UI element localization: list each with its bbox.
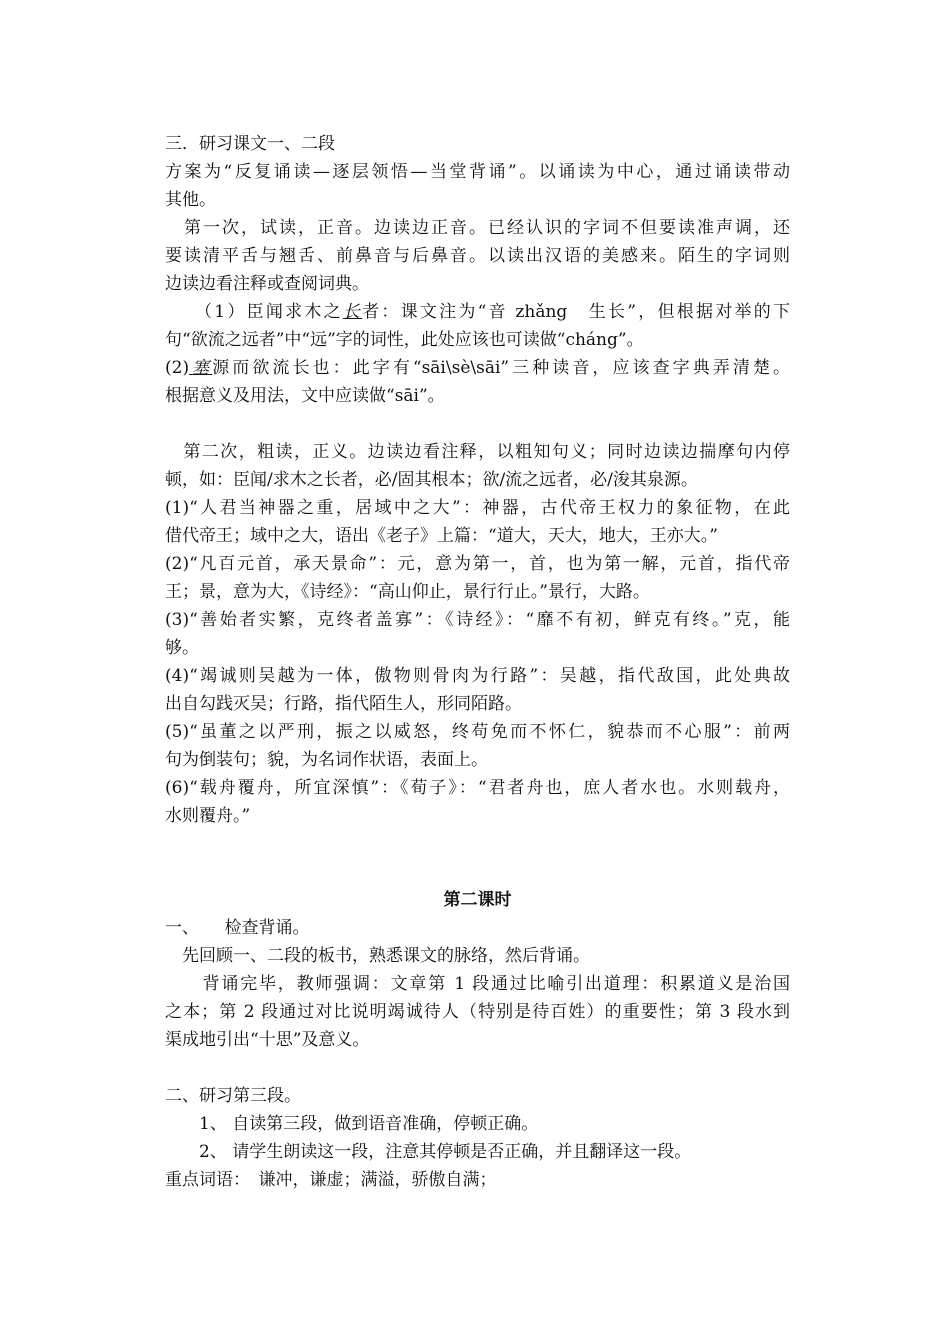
annotation-item-2-cont: 王；景，意为大，《诗经》：“高山仰止，景行行止。”景行，大路。	[165, 582, 650, 602]
spacer	[165, 410, 790, 438]
document-page	[165, 130, 790, 1194]
part2-heading: 二、研习第三段。	[165, 1086, 301, 1106]
first-reading-line: 要读清平舌与翘舌、前鼻音与后鼻音。以读出汉语的美感来。陌生的字词则	[165, 246, 790, 266]
annotation-item-4: (4)“竭诚则吴越为一体，傲物则骨肉为行路”：吴越，指代敌国，此处典故	[165, 666, 790, 686]
lesson-title: 第二课时	[443, 890, 512, 910]
pronunciation-note-2-cont: 根据意义及用法，文中应读做“sāi”。	[165, 386, 445, 406]
annotation-item-1: (1)“人君当神器之重，居域中之大”：神器，古代帝王权力的象征物，在此	[165, 498, 790, 518]
annotation-item-1-cont: 借代帝王；域中之大，语出《老子》上篇：“道大，天大，地大，王亦大。”	[165, 526, 718, 546]
second-reading-line: 顿，如：臣闻/求木之长者，必/固其根本；欲/流之远者，必/浚其泉源。	[165, 470, 698, 490]
pronunciation-note-2	[165, 354, 790, 382]
spacer	[165, 858, 790, 886]
section-heading: 三．研习课文一、二段	[165, 134, 335, 154]
pronunciation-note-1-cont: 句“欲流之远者”中“远”字的词性，此处应该也可读做“cháng”。	[165, 330, 644, 350]
part1-heading: 一、 检查背诵。	[165, 918, 310, 938]
note-text: 源而欲流长也：此字有“sāi\sè\sāi”三种读音，应该查字典弄清楚。	[212, 358, 791, 378]
part2-item-2: 2、 请学生朗读这一段，注意其停顿是否正确，并且翻译这一段。	[165, 1142, 692, 1162]
note-text: （1）臣闻求木之	[165, 302, 343, 322]
key-words-line: 重点词语： 谦冲，谦虚；满溢，骄傲自满；	[165, 1170, 497, 1190]
spacer	[165, 830, 790, 858]
underlined-character: 长	[342, 302, 363, 322]
annotation-item-3-cont: 够。	[165, 638, 199, 658]
pronunciation-note-1	[165, 298, 790, 326]
annotation-item-3: (3)“善始者实繁，克终者盖寡”：《诗经》：“靡不有初，鲜克有终。”克，能	[165, 610, 790, 630]
part1-paragraph-line: 背诵完毕，教师强调：文章第 1 段通过比喻引出道理：积累道义是治国	[165, 974, 790, 994]
part1-paragraph: 先回顾一、二段的板书，熟悉课文的脉络，然后背诵。	[165, 946, 590, 966]
second-reading-line: 第二次，粗读，正义。边读边看注释，以粗知句义；同时边读边揣摩句内停	[165, 442, 790, 462]
part1-paragraph-line: 之本；第 2 段通过对比说明竭诚待人（特别是待百姓）的重要性；第 3 段水到	[165, 1002, 790, 1022]
part1-paragraph-line: 渠成地引出“十思”及意义。	[165, 1030, 370, 1050]
spacer	[165, 1054, 790, 1082]
plan-paragraph-line: 其他。	[165, 190, 216, 210]
underlined-character: 塞	[189, 358, 213, 378]
note-text: 者：课文注为“音 zhǎng 生长”，但根据对举的下	[362, 302, 790, 322]
annotation-item-6-cont: 水则覆舟。”	[165, 806, 251, 826]
first-reading-line: 边读边看注释或查阅词典。	[165, 274, 369, 294]
annotation-item-2: (2)“凡百元首，承天景命”：元，意为第一，首，也为第一解，元首，指代帝	[165, 554, 790, 574]
part2-item-1: 1、 自读第三段，做到语音准确，停顿正确。	[165, 1114, 539, 1134]
plan-paragraph-line: 方案为“反复诵读—逐层领悟—当堂背诵”。以诵读为中心，通过诵读带动	[165, 162, 790, 182]
annotation-item-5-cont: 句为倒装句；貌，为名词作状语，表面上。	[165, 750, 488, 770]
annotation-item-4-cont: 出自勾践灭吴；行路，指代陌生人，形同陌路。	[165, 694, 522, 714]
note-text: (2)	[165, 358, 190, 378]
annotation-item-5: (5)“虽董之以严刑，振之以威怒，终苟免而不怀仁，貌恭而不心服”：前两	[165, 722, 790, 742]
annotation-item-6: (6)“载舟覆舟，所宜深慎”：《荀子》：“君者舟也，庶人者水也。水则载舟，	[165, 778, 790, 798]
first-reading-line: 第一次，试读，正音。边读边正音。已经认识的字词不但要读准声调，还	[165, 218, 790, 238]
